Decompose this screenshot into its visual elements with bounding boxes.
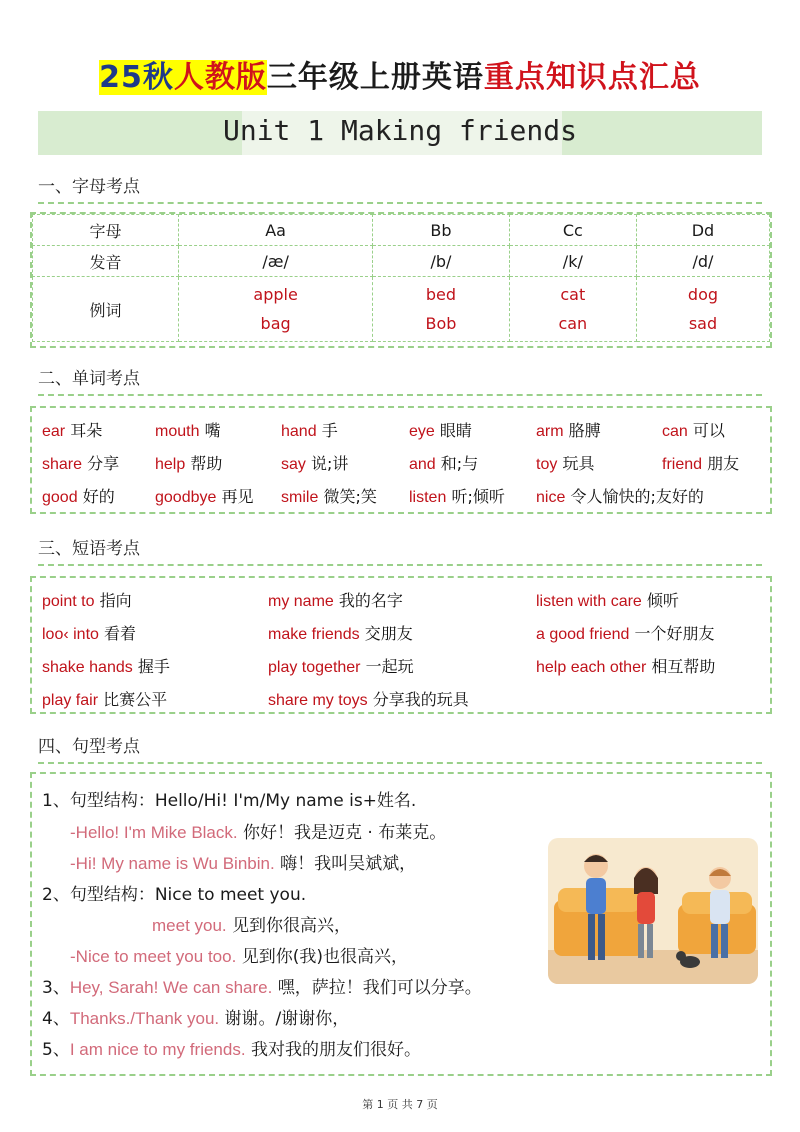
letters-row-sound [33, 246, 770, 277]
words-grid [32, 408, 770, 507]
example-word: bag [260, 314, 291, 333]
word-item: hand 手 [281, 421, 338, 440]
letter-cell: Aa [179, 215, 373, 246]
word-item: can 可以 [662, 421, 725, 440]
example-cell [509, 277, 636, 342]
word-item: mouth 嘴 [155, 421, 221, 440]
letter-cell: Bb [373, 215, 510, 246]
example-word: Bob [425, 314, 457, 333]
example-word: sad [688, 314, 718, 333]
phrase-item: share my toys 分享我的玩具 [268, 690, 469, 709]
letters-table [32, 214, 770, 342]
section-sentences-heading: 四、句型考点 [38, 732, 140, 757]
example-word: apple [253, 285, 298, 304]
example-word: bed [425, 285, 457, 304]
phrases-grid [32, 578, 770, 710]
title-edition: 人教版 [173, 60, 267, 95]
title-grade: 三年级上册英语 [266, 60, 484, 95]
letters-row-example [33, 277, 770, 342]
phrase-item: point to 指向 [42, 591, 132, 610]
letters-table-box [30, 212, 772, 348]
word-item: good 好的 [42, 487, 115, 506]
word-item: goodbye 再见 [155, 487, 254, 506]
phrase-item: shake hands 握手 [42, 657, 170, 676]
friends-illustration-svg [548, 838, 758, 984]
letter-cell: Cc [509, 215, 636, 246]
sentence-1b: -Hi! My name is Wu Binbin. 嗨！我叫吴斌斌， [70, 854, 417, 874]
word-item: arm 胳膊 [536, 421, 601, 440]
words-box [30, 406, 772, 514]
title-summary: 重点知识点汇总 [483, 60, 701, 95]
sound-cell: /b/ [373, 246, 510, 277]
sound-cell: /k/ [509, 246, 636, 277]
letters-row-letter [33, 215, 770, 246]
word-item: listen 听;倾听 [409, 487, 505, 506]
phrase-item: listen with care 倾听 [536, 591, 679, 610]
phrase-item: help each other 相互帮助 [536, 657, 716, 676]
label-letter: 字母 [33, 215, 179, 246]
section-letters-heading: 一、字母考点 [38, 172, 140, 197]
phrases-box [30, 576, 772, 714]
sentence-2b: -Nice to meet you too. 见到你(我)也很高兴， [70, 947, 408, 967]
phrase-item: my name 我的名字 [268, 591, 403, 610]
section-phrases-heading: 三、短语考点 [38, 534, 140, 559]
sound-cell: /d/ [636, 246, 769, 277]
example-word: can [558, 314, 588, 333]
phrase-item: make friends 交朋友 [268, 624, 413, 643]
page-footer: 第 1 页 共 7 页 [362, 1098, 438, 1111]
example-cell [636, 277, 769, 342]
word-item: help 帮助 [155, 454, 223, 473]
unit-title: Unit 1 Making friends [222, 114, 577, 147]
sentence-2: 2、句型结构：Nice to meet you. [42, 885, 307, 905]
word-item: nice 令人愉快的;友好的 [536, 487, 704, 506]
phrase-item: play together 一起玩 [268, 657, 414, 676]
phrase-item: play fair 比赛公平 [42, 690, 168, 709]
word-item: and 和;与 [409, 454, 479, 473]
word-item: share 分享 [42, 454, 120, 473]
label-sound: 发音 [33, 246, 179, 277]
sentence-3: 3、Hey, Sarah! We can share. 嘿，萨拉！我们可以分享。 [42, 978, 482, 998]
sentence-1a: -Hello! I'm Mike Black. 你好！我是迈克 · 布莱克。 [70, 823, 447, 843]
phrase-item: a good friend 一个好朋友 [536, 624, 715, 643]
label-example: 例词 [33, 277, 179, 342]
word-item: ear 耳朵 [42, 421, 103, 440]
phrase-item: loo‹ into 看着 [42, 624, 137, 643]
word-item: eye 眼睛 [409, 421, 472, 440]
section-words-heading: 二、单词考点 [38, 364, 140, 389]
sentence-1: 1、句型结构：Hello/Hi! I'm/My name is+姓名. [42, 791, 417, 811]
word-item: friend 朋友 [662, 454, 740, 473]
sentence-4: 4、Thanks./Thank you. 谢谢。/谢谢你， [42, 1009, 350, 1029]
example-word: cat [560, 285, 586, 304]
friends-illustration [548, 838, 758, 984]
sentence-2a: meet you. 见到你很高兴， [152, 916, 352, 936]
word-item: say 说;讲 [281, 454, 349, 473]
word-item: smile 微笑;笑 [281, 487, 377, 506]
example-word: dog [687, 285, 719, 304]
letter-cell: Dd [636, 215, 769, 246]
example-cell [179, 277, 373, 342]
word-item: toy 玩具 [536, 454, 595, 473]
title-season: 25秋 [99, 60, 174, 95]
sound-cell: /æ/ [179, 246, 373, 277]
page-title [0, 52, 800, 96]
example-cell [373, 277, 510, 342]
sentence-5: 5、I am nice to my friends. 我对我的朋友们很好。 [42, 1040, 421, 1060]
